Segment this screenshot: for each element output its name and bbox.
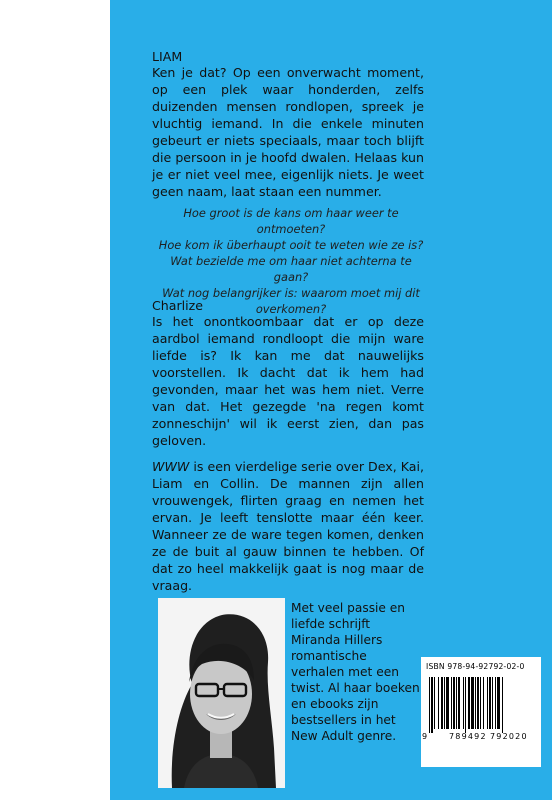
- barcode-bar: [480, 677, 481, 729]
- quote-line: overkomen?: [255, 302, 327, 316]
- barcode-bar: [475, 677, 476, 729]
- author-bio: Met veel passie en liefde schrijft Miranda Hillers romantische verhalen met een twist. Al haar boeken en ebooks zijn bestsellers in het New Adult genre.: [291, 601, 420, 743]
- barcode-bar: [468, 677, 470, 729]
- barcode-bar: [431, 677, 433, 733]
- barcode-bar: [463, 677, 464, 729]
- barcode-digits-right: 792020: [490, 732, 528, 741]
- barcode-icon: [425, 677, 537, 733]
- white-left-margin: [0, 0, 110, 800]
- barcode-bar: [458, 677, 460, 729]
- quote-line: Wat nog belangrijker is: waarom moet mij dit: [162, 286, 420, 300]
- barcode-bar: [477, 677, 479, 729]
- barcode-digits-left: 789492: [449, 732, 487, 741]
- author-portrait-image: [158, 598, 285, 788]
- barcode-bar: [502, 677, 503, 733]
- barcode-bar: [487, 677, 488, 729]
- barcode-bar: [492, 677, 493, 729]
- author-photo: [158, 598, 285, 788]
- barcode-bar: [483, 677, 484, 729]
- charlize-paragraph: Is het onontkoombaar dat er op deze aardbol iemand rondloopt die mijn ware liefde is? Ik kan me dat nauwelijks voorstellen. Ik dacht dat ik hem had gevonden, maar het was hem niet. Verre van dat. Het gezegde 'na regen komt zonneschijn' wil ik eerst zien, dan pas geloven.: [152, 314, 424, 448]
- barcode-bar: [438, 677, 439, 729]
- barcode-bar: [489, 677, 491, 729]
- series-paragraph: [152, 458, 424, 594]
- barcode-bar: [465, 677, 466, 733]
- charlize-heading: Charlize: [152, 298, 204, 313]
- barcode-bar: [497, 677, 500, 729]
- barcode-digit-prefix: 9: [422, 732, 428, 741]
- barcode-bar: [434, 677, 435, 729]
- barcode-bar: [429, 677, 430, 733]
- barcode-bar: [471, 677, 474, 729]
- isbn-label: ISBN 978-94-92792-02-0: [426, 662, 525, 671]
- series-title: WWW: [152, 459, 190, 474]
- barcode-bar: [441, 677, 443, 729]
- barcode-bar: [446, 677, 449, 729]
- barcode-bar: [495, 677, 496, 729]
- quote-line: Hoe groot is de kans om haar weer te ontmoeten?: [183, 206, 399, 236]
- quote-line: Hoe kom ik überhaupt ooit te weten wie ze is?: [158, 238, 424, 252]
- barcode-bar: [453, 677, 455, 729]
- isbn-barcode-box: [421, 657, 541, 767]
- quote-line: Wat bezielde me om haar niet achterna te gaan?: [170, 254, 412, 284]
- barcode-bar: [456, 677, 457, 729]
- barcode-bar: [451, 677, 452, 729]
- liam-heading: LIAM: [152, 49, 183, 64]
- liam-paragraph: Ken je dat? Op een onverwacht moment, op een plek waar honderden, zelfs duizenden mensen rondlopen, spreek je vluchtig iemand. In die enkele minuten gebeurt er niets speciaals, maar toch blijft die persoon in je hoofd dwalen. Helaas kun je er niet veel mee, eigenlijk niets. Je weet geen naam, laat staan een nummer.: [152, 65, 424, 199]
- barcode-bar: [444, 677, 445, 729]
- series-description: is een vierdelige serie over Dex, Kai, Liam en Collin. De mannen zijn allen vrouwengek, flirten graag en nemen het ervan. Je leeft tenslotte maar één keer. Wanneer ze de ware tegen komen, denken ze de buit al gauw binnen te hebben. Of dat zo heel makkelijk gaat is nog maar de vraag.: [152, 459, 424, 593]
